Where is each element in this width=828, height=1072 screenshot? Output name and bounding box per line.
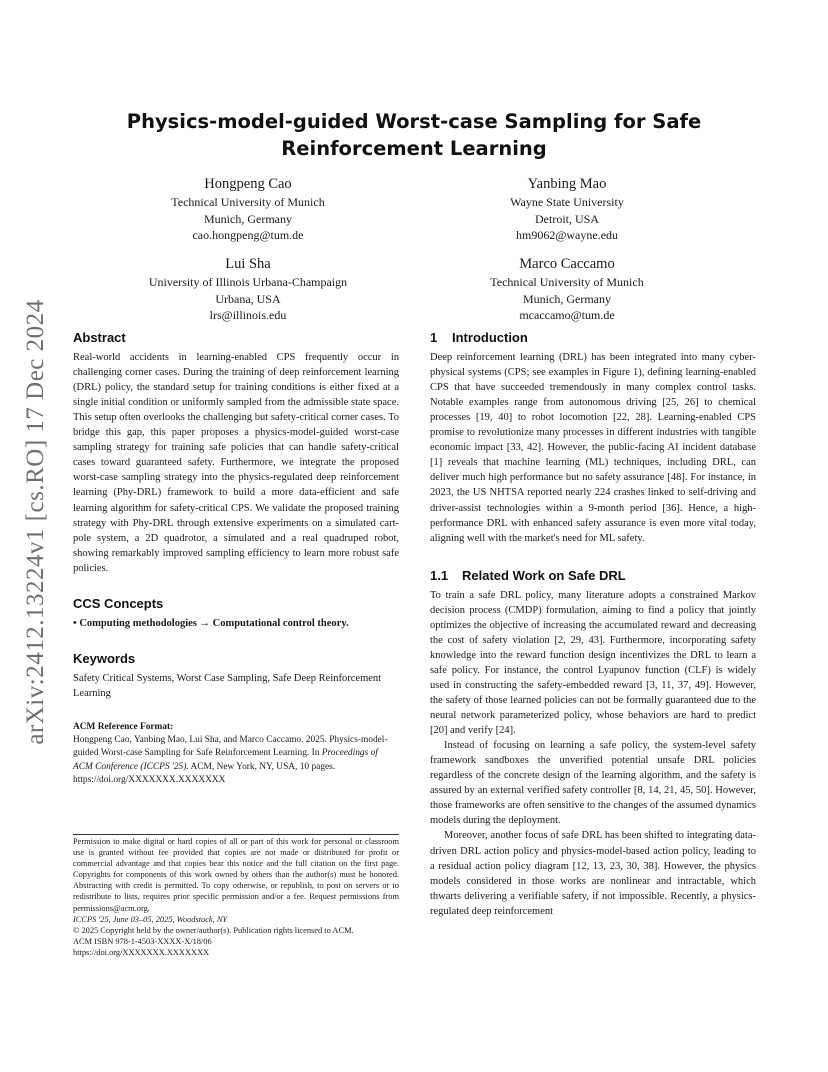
author-email[interactable]: hm9062@wayne.edu [515, 228, 619, 242]
intro-text: Deep reinforcement learning (DRL) has been integrated into many cyber-physical systems (CPS; see examples in Figure 1), defining learning-enabled CPS that have succeeded tremendously in many complex control tasks. Notable examples range from autonomous driving [25, 26] to chemical processes [19, 40] to robot locomotion [22, 28]. Learning-enabled CPS promise to revolutionize many processes in different industries with tangible economic impact [33, 42]. However, the public-facing AI incident database [1] reveals that machine learning (ML) techniques, including DRL, can deliver much high performance but no safety assurance [48]. For instance, in 2023, the US NHTSA reported nearly 224 crashes linked to self-driving and driver-assist technologies within a 9-month period [36]. Hence, a high-performance DRL with enhanced safety assurance is even more vital today, aligning well with the market's need for ML safety. [430, 352, 756, 544]
author-block [98, 254, 398, 324]
author-name: Lui Sha [225, 256, 271, 272]
author-name: Hongpeng Cao [204, 176, 292, 192]
keywords-heading: Keywords [73, 650, 136, 666]
author-name: Yanbing Mao [527, 176, 607, 192]
acm-reference-venue: Proceedings of ACM Conference (ICCPS '25). [73, 748, 378, 772]
acm-reference [73, 721, 399, 787]
ccs-bullet: • [73, 617, 77, 629]
doi-line[interactable]: https://doi.org/XXXXXXX.XXXXXXX [73, 947, 210, 957]
copyright-line: © 2025 Copyright held by the owner/author(s). Publication rights licensed to ACM. [73, 925, 354, 935]
title-line-1: Physics-model-guided Worst-case Sampling for Safe [126, 110, 702, 133]
ccs-heading: CCS Concepts [73, 595, 164, 611]
author-location: Detroit, USA [535, 211, 599, 226]
arxiv-stamp [0, 0, 70, 1072]
author-block [98, 174, 398, 244]
acm-reference-heading: ACM Reference Format: [73, 721, 174, 732]
acm-reference-part2[interactable]: ACM, New York, NY, USA, 10 pages. https://doi.org/XXXXXXX.XXXXXXX [73, 761, 336, 785]
ccs-text: Computing methodologies → Computational control theory. [79, 617, 349, 629]
acm-reference-part1: Hongpeng Cao, Yanbing Mao, Lui Sha, and Marco Caccamo. 2025. Physics-model-guided Worst-case Sampling for Safe Reinforcement Learning. In [73, 735, 388, 759]
author-name: Marco Caccamo [519, 256, 615, 272]
abstract-heading: Abstract [73, 330, 126, 345]
subsection-number: 1.1 [430, 567, 449, 583]
author-location: Munich, Germany [523, 291, 611, 306]
abstract-text: Real-world accidents in learning-enabled CPS frequently occur in challenging corner cases. During the training of deep reinforcement learning (DRL) policy, the standard setup for training conditions is either fixed at a single initial condition or uniformly sampled from the admissible state space. This setup often overlooks the challenging but safety-critical corner cases. To bridge this gap, this paper proposes a physics-model-guided worst-case sampling strategy for training safe policies that can handle safety-critical cases toward guaranteed safety. Furthermore, we integrate the proposed worst-case sampling strategy into the physics-regulated deep reinforcement learning (Phy-DRL) framework to build a more data-efficient and safe learning algorithm for safety-critical CPS. We validate the proposed training strategy with Phy-DRL through extensive experiments on a simulated cart-pole system, a 2D quadrotor, a simulated and a real quadruped robot, showing remarkably improved sampling efficiency to learn more robust safe policies. [73, 352, 399, 574]
author-email[interactable]: lrs@illinois.edu [209, 308, 287, 322]
author-email[interactable]: cao.hongpeng@tum.de [192, 228, 304, 242]
author-affiliation: Technical University of Munich [171, 195, 325, 209]
author-email[interactable]: mcaccamo@tum.de [519, 308, 615, 322]
author-affiliation: University of Illinois Urbana-Champaign [148, 275, 348, 289]
paper-title [100, 108, 728, 162]
footnote [73, 836, 399, 958]
footnote-rule [73, 834, 399, 835]
conference-line: ICCPS '25, June 03–05, 2025, Woodstock, NY [73, 914, 228, 924]
related-paragraph-2: Instead of focusing on learning a safe policy, the system-level safety framework sandboxes the unverified potential unsafe DRL policies regardless of the concrete design of the learning algorithm, and the safety is assured by an external verified safety controller [8, 14, 21, 45, 50]. However, those frameworks are often sensitive to the changes of the assumed dynamics models during the deployment. [430, 740, 756, 827]
author-location: Munich, Germany [204, 211, 292, 226]
isbn-line: ACM ISBN 978-1-4503-XXXX-X/18/06 [73, 936, 212, 946]
subsection-title: Related Work on Safe DRL [462, 567, 626, 583]
title-line-2: Reinforcement Learning [281, 137, 547, 160]
keywords-text: Safety Critical Systems, Worst Case Sampling, Safe Deep Reinforcement Learning [73, 672, 382, 699]
left-column [73, 330, 399, 787]
section-title: Introduction [452, 330, 528, 345]
arxiv-identifier: arXiv:2412.13224v1 [cs.RO] 17 Dec 2024 [22, 299, 49, 745]
permission-notice: Permission to make digital or hard copies of all or part of this work for personal or classroom use is granted without fee provided that copies are not made or distributed for profit or commercial advantage and that copies bear this notice and the full citation on the first page. Copyrights for components of this work owned by others than the author(s) must be honored. Abstracting with credit is permitted. To copy otherwise, or republish, to post on servers or to redistribute to lists, requires prior specific permission and/or a fee. Request permissions from permissions@acm.org. [73, 837, 399, 913]
section-number: 1 [430, 330, 438, 345]
author-affiliation: Technical University of Munich [490, 275, 644, 289]
acm-reference-text [73, 734, 399, 787]
related-paragraph-1: To train a safe DRL policy, many literature adopts a constrained Markov decision process (CMDP) formulation, aiming to find a policy that jointly optimizes the objective of increasing the accumulated reward and decreasing the cost of safety violation [2, 29, 43]. Furthermore, incorporating safety knowledge into the reward function design incentivizes the DRL to learn a safe policy. For instance, the control Lyapunov function (CLF) is widely used in constructing the safety-embedded reward [3, 11, 37, 49]. However, the safety of those learned policies can not be formally guaranteed due to the neural network parameterized policy, whose behaviors are hard to predict [20] and verify [24]. [430, 589, 756, 737]
author-location: Urbana, USA [215, 291, 281, 306]
author-block [417, 174, 717, 244]
author-affiliation: Wayne State University [510, 195, 624, 209]
author-block [417, 254, 717, 324]
right-column [430, 330, 756, 919]
intro-heading [430, 330, 756, 345]
related-heading [430, 568, 756, 583]
related-paragraph-3: Moreover, another focus of safe DRL has been shifted to integrating data-driven DRL action policy and physics-model-based action policy, leading to a residual action policy diagram [12, 13, 23, 30, 38]. However, the physics models considered in those works are nonlinear and intractable, which thwarts delivering a verifiable safety, if not impossible. Recently, a physics-regulated deep reinforcement [430, 830, 756, 917]
ccs-concepts [73, 616, 399, 631]
